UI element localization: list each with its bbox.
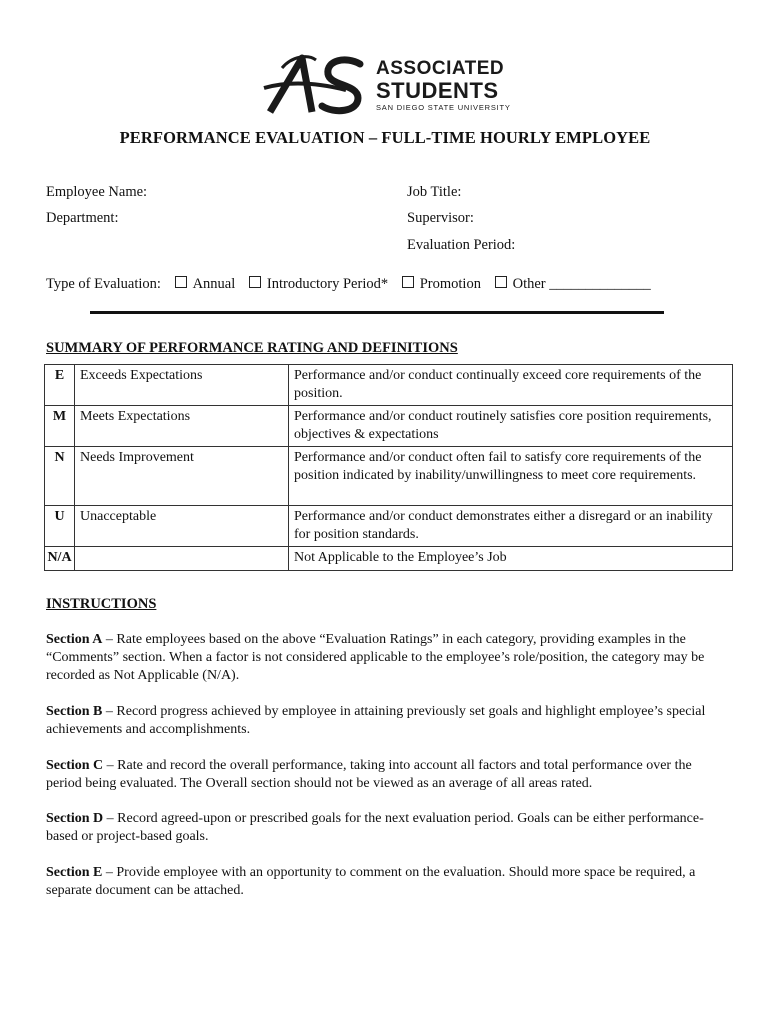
logo-line-associated: ASSOCIATED [376,58,505,79]
section-text: – Record agreed-upon or prescribed goals for the next evaluation period. Goals can be either performance-based or project-based goals. [46,811,704,844]
rating-definitions-table [44,364,733,571]
instructions-heading: INSTRUCTIONS [46,596,157,612]
table-row [45,365,733,406]
table-row [45,547,733,571]
rating-code: E [45,365,75,406]
other-option-label: Other ______________ [512,276,651,292]
rating-code: U [45,506,75,547]
rating-label: Exceeds Expectations [75,365,289,406]
rating-definition: Performance and/or conduct continually exceed core requirements of the position. [289,365,733,406]
evaluation-type-label: Type of Evaluation: [46,276,161,292]
section-b-instruction [46,703,730,739]
section-label: Section C [46,758,104,773]
rating-label: Meets Expectations [75,406,289,447]
department-label: Department: [46,210,119,226]
rating-code: M [45,406,75,447]
section-label: Section D [46,811,104,826]
section-label: Section E [46,865,103,880]
section-text: – Rate employees based on the above “Evaluation Ratings” in each category, providing examples in the “Comments” section. When a factor is not considered applicable to the employee’s role/position, the category may be recorded as Not Applicable (N/A). [46,632,705,683]
section-label: Section A [46,632,103,647]
evaluation-period-label: Evaluation Period: [407,237,516,253]
section-c-instruction [46,757,730,793]
introductory-period-checkbox[interactable] [249,276,261,288]
rating-label: Needs Improvement [75,447,289,506]
section-text: – Provide employee with an opportunity to comment on the evaluation. Should more space be required, a separate document can be attached. [46,865,696,898]
employee-name-label: Employee Name: [46,184,148,200]
section-a-instruction [46,631,730,685]
logo-line-university: SAN DIEGO STATE UNIVERSITY [376,103,511,112]
table-row [45,447,733,506]
job-title-label: Job Title: [407,184,462,200]
rating-code: N/A [45,547,75,571]
rating-code: N [45,447,75,506]
page-title: PERFORMANCE EVALUATION – FULL-TIME HOURLY EMPLOYEE [119,128,651,147]
rating-label: Unacceptable [75,506,289,547]
evaluation-type-row [46,276,651,293]
rating-definition: Not Applicable to the Employee’s Job [289,547,733,571]
promotion-option-label: Promotion [419,276,481,292]
table-row [45,406,733,447]
supervisor-label: Supervisor: [407,210,474,226]
rating-definition: Performance and/or conduct often fail to satisfy core requirements of the position indicated by inability/unwillingness to meet core requirements. [289,447,733,506]
section-e-instruction [46,864,730,900]
section-text: – Rate and record the overall performance, taking into account all factors and total performance over the period being evaluated. The Overall section should not be viewed as an average of all areas rated. [46,758,692,791]
introductory-period-option-label: Introductory Period* [266,276,389,292]
as-monogram-icon [262,54,374,116]
annual-option-label: Annual [192,276,236,292]
section-d-instruction [46,810,730,846]
logo-line-students: STUDENTS [376,78,499,103]
rating-definition: Performance and/or conduct routinely satisfies core position requirements, objectives & expectations [289,406,733,447]
associated-students-logo [262,54,512,116]
annual-checkbox[interactable] [175,276,187,288]
rating-label [75,547,289,571]
divider [90,311,664,314]
table-row [45,506,733,547]
rating-definition: Performance and/or conduct demonstrates either a disregard or an inability for position standards. [289,506,733,547]
section-text: – Record progress achieved by employee in attaining previously set goals and highlight employee’s special achievements and accomplishments. [46,704,706,737]
section-label: Section B [46,704,103,719]
promotion-checkbox[interactable] [402,276,414,288]
summary-heading: SUMMARY OF PERFORMANCE RATING AND DEFINITIONS [46,340,458,356]
other-checkbox[interactable] [495,276,507,288]
